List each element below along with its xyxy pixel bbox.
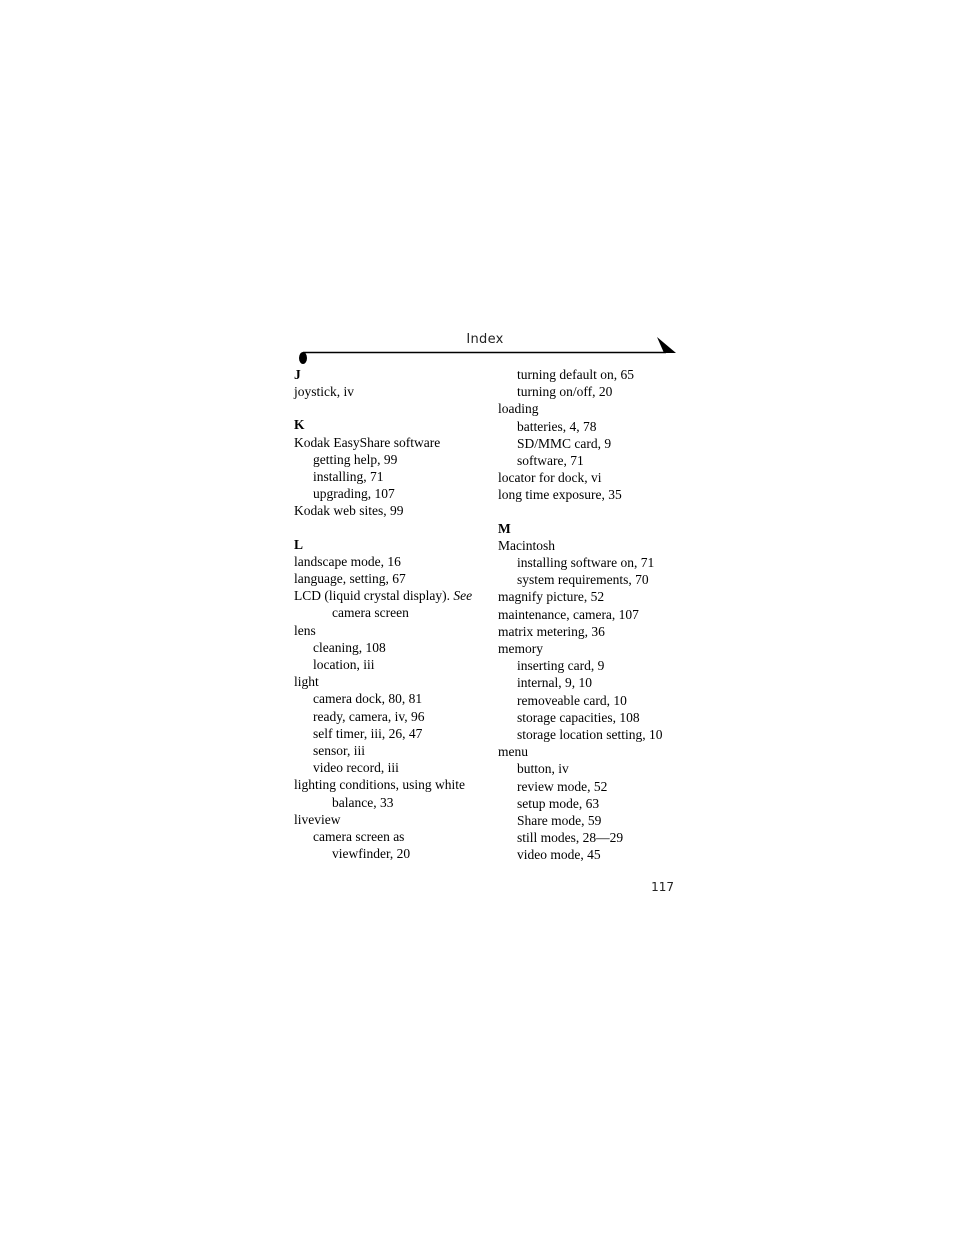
header-rule	[0, 0, 954, 380]
index-entry: menu	[498, 744, 528, 760]
index-entry: memory	[498, 641, 543, 657]
index-subentry: setup mode, 63	[517, 795, 600, 811]
index-subentry: turning on/off, 20	[517, 384, 613, 400]
index-subentry: getting help, 99	[313, 451, 398, 467]
section-gap	[498, 504, 698, 520]
index-subentry: removeable card, 10	[517, 692, 627, 708]
index-subentry: batteries, 4, 78	[517, 418, 597, 434]
index-subentry: cleaning, 108	[313, 639, 386, 655]
index-entry: loading	[498, 401, 539, 417]
index-letter-j: J	[294, 367, 301, 382]
index-subentry: SD/MMC card, 9	[517, 435, 612, 451]
index-entry: maintenance, camera, 107	[498, 606, 639, 622]
index-entry: Kodak EasyShare software	[294, 434, 441, 450]
index-subentry: software, 71	[517, 453, 584, 469]
index-letter-l: L	[294, 536, 304, 552]
see-reference: See	[453, 588, 473, 604]
index-entry: Macintosh	[498, 537, 555, 553]
index-entry: magnify picture, 52	[498, 589, 605, 605]
index-subentry: review mode, 52	[517, 778, 608, 794]
index-letter-k: K	[294, 417, 305, 433]
index-column-left	[294, 366, 494, 862]
index-subentry: installing, 71	[313, 469, 384, 485]
index-entry-lcd	[294, 587, 494, 604]
section-gap	[294, 400, 494, 416]
index-continuation: viewfinder, 20	[332, 846, 411, 862]
running-header-title: Index	[466, 332, 504, 347]
index-entry-text: LCD (liquid crystal display).	[294, 588, 454, 604]
index-subentry: camera screen as	[313, 829, 405, 845]
index-subentry: button, iv	[517, 761, 569, 777]
index-subentry: turning default on, 65	[517, 367, 634, 382]
index-continuation: balance, 33	[332, 794, 394, 810]
index-entry: locator for dock, vi	[498, 470, 602, 486]
index-entry: lighting conditions, using white	[294, 777, 465, 793]
index-column-right	[498, 366, 698, 864]
index-subentry: video mode, 45	[517, 847, 601, 863]
index-subentry: sensor, iii	[313, 743, 365, 759]
index-entry: liveview	[294, 811, 341, 827]
index-entry: matrix metering, 36	[498, 623, 605, 639]
index-subentry: storage location setting, 10	[517, 727, 663, 743]
index-entry: long time exposure, 35	[498, 487, 622, 503]
index-entry: landscape mode, 16	[294, 553, 401, 569]
index-subentry: self timer, iii, 26, 47	[313, 725, 423, 741]
index-subentry: installing software on, 71	[517, 555, 655, 571]
index-subentry: location, iii	[313, 657, 375, 673]
header-rule-left-cap	[299, 352, 307, 364]
index-subentry: storage capacities, 108	[517, 709, 640, 725]
index-continuation: camera screen	[332, 605, 409, 621]
index-subentry: still modes, 28—29	[517, 830, 624, 846]
index-subentry: upgrading, 107	[313, 486, 395, 502]
page-number: 117	[651, 880, 674, 894]
index-subentry: ready, camera, iv, 96	[313, 708, 425, 724]
index-subentry: Share mode, 59	[517, 813, 602, 829]
index-entry: joystick, iv	[294, 384, 354, 400]
section-gap	[294, 520, 494, 536]
index-letter-m: M	[498, 520, 511, 536]
index-entry: lens	[294, 622, 316, 638]
index-entry: light	[294, 674, 319, 690]
index-subentry: internal, 9, 10	[517, 675, 592, 691]
header-rule-right-arrow	[657, 337, 676, 353]
index-subentry: system requirements, 70	[517, 572, 649, 588]
index-entry: language, setting, 67	[294, 571, 406, 587]
index-subentry: video record, iii	[313, 760, 399, 776]
index-subentry: inserting card, 9	[517, 658, 605, 674]
index-subentry: camera dock, 80, 81	[313, 691, 423, 707]
index-entry: Kodak web sites, 99	[294, 503, 404, 519]
